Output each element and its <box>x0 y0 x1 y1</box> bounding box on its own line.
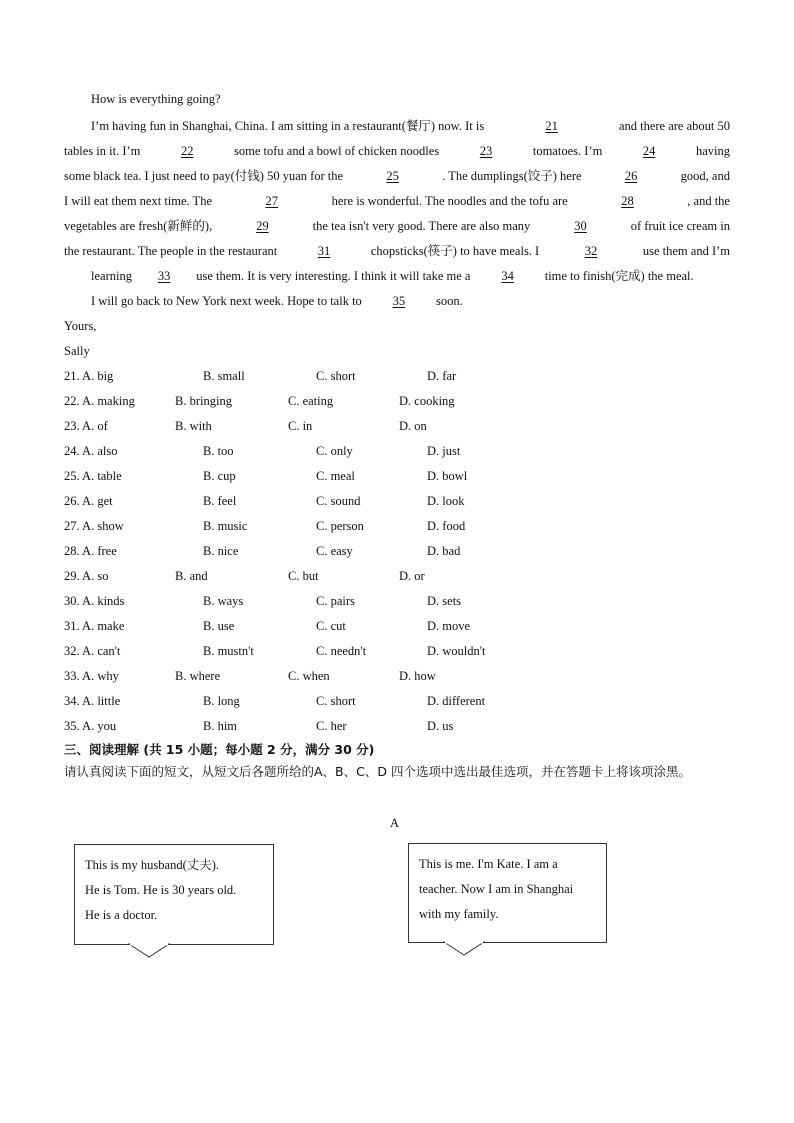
option-b: B. use <box>203 619 235 633</box>
option-d: D. sets <box>427 594 462 608</box>
question-row <box>64 568 624 584</box>
blank-30: 30 <box>574 219 587 233</box>
blank-28: 28 <box>621 194 634 208</box>
blank-21: 21 <box>545 119 558 133</box>
option-c: C. meal <box>316 469 355 483</box>
question-row <box>64 368 624 384</box>
greeting: How is everything going? <box>91 92 221 106</box>
option-a: 34. A. little <box>64 694 121 708</box>
option-c: C. needn't <box>316 644 367 658</box>
option-d: D. far <box>427 369 457 383</box>
blank-34: 34 <box>501 269 514 283</box>
option-b: B. and <box>175 569 208 583</box>
speech-bubble-right-tail <box>443 941 485 957</box>
option-d: D. move <box>427 619 471 633</box>
option-c: C. her <box>316 719 347 733</box>
blank-32: 32 <box>584 244 598 258</box>
question-row <box>64 618 624 634</box>
option-d: D. on <box>399 419 427 433</box>
blank-27: 27 <box>265 194 279 208</box>
option-b: B. long <box>203 694 240 708</box>
option-c: C. eating <box>288 394 334 408</box>
option-d: D. just <box>427 444 461 458</box>
speech-bubble-left-tail <box>128 943 170 959</box>
option-a: 35. A. you <box>64 719 117 733</box>
bubble-right-line: with my family. <box>419 907 499 921</box>
option-d: D. bad <box>427 544 461 558</box>
section-instruction: 请认真阅读下面的短文，从短文后各题所给的A、B、C、D 四个选项中选出最佳选项，并在答题卡上将该项涂黑。 <box>64 764 691 779</box>
blank-23: 23 <box>479 144 493 158</box>
passage-line-1: I’m having fun in Shanghai, China. I am sitting in a restaurant(餐厅) now. It is 21 and there are about 50 <box>91 119 730 133</box>
option-c: C. but <box>288 569 319 583</box>
option-d: D. wouldn't <box>427 644 486 658</box>
question-row <box>64 668 624 684</box>
passage-label: A <box>390 816 400 830</box>
blank-24: 24 <box>642 144 656 158</box>
option-b: B. too <box>203 444 234 458</box>
blank-29: 29 <box>256 219 269 233</box>
question-row <box>64 643 624 659</box>
passage-line-2: tables in it. I’m 22 some tofu and a bowl of chicken noodles 23 tomatoes. I’m 24 having <box>64 144 730 158</box>
option-b: B. with <box>175 419 212 433</box>
option-b: B. small <box>203 369 245 383</box>
option-a: 31. A. make <box>64 619 125 633</box>
option-a: 21. A. big <box>64 369 114 383</box>
option-a: 23. A. of <box>64 419 108 433</box>
option-b: B. feel <box>203 494 237 508</box>
option-b: B. bringing <box>175 394 232 408</box>
blank-22: 22 <box>180 144 194 158</box>
option-d: D. cooking <box>399 394 455 408</box>
bubble-right-line: This is me. I'm Kate. I am a <box>419 857 558 871</box>
option-b: B. mustn't <box>203 644 254 658</box>
option-c: C. when <box>288 669 330 683</box>
question-row <box>64 693 624 709</box>
speech-bubble-right <box>408 843 607 943</box>
blank-25: 25 <box>386 169 399 183</box>
option-d: D. bowl <box>427 469 468 483</box>
option-b: B. nice <box>203 544 239 558</box>
question-row <box>64 593 624 609</box>
question-row <box>64 418 624 434</box>
question-row <box>64 543 624 559</box>
question-row <box>64 468 624 484</box>
option-d: D. look <box>427 494 465 508</box>
letter-signature: Sally <box>64 344 90 358</box>
blank-33: 33 <box>157 269 171 283</box>
option-d: D. or <box>399 569 425 583</box>
option-c: C. cut <box>316 619 346 633</box>
option-c: C. pairs <box>316 594 355 608</box>
option-c: C. short <box>316 369 356 383</box>
option-d: D. how <box>399 669 436 683</box>
option-c: C. in <box>288 419 313 433</box>
option-d: D. us <box>427 719 454 733</box>
passage-line-8: I will go back to New York next week. Hope to talk to 35 soon. <box>91 294 463 308</box>
option-a: 24. A. also <box>64 444 118 458</box>
option-a: 26. A. get <box>64 494 113 508</box>
option-b: B. music <box>203 519 248 533</box>
blank-31: 31 <box>317 244 331 258</box>
passage-line-6: the restaurant. The people in the restaurant 31 chopsticks(筷子) to have meals. I 32 use them and I’m <box>64 244 730 258</box>
option-c: C. sound <box>316 494 361 508</box>
question-row <box>64 443 624 459</box>
option-b: B. cup <box>203 469 236 483</box>
speech-bubble-left <box>74 844 274 945</box>
option-c: C. only <box>316 444 353 458</box>
bubble-left-line: He is a doctor. <box>85 908 158 922</box>
blank-35: 35 <box>392 294 406 308</box>
passage-line-5: vegetables are fresh(新鲜的), 29 the tea isn't very good. There are also many 30 of fruit ice cream in <box>64 219 730 233</box>
option-a: 33. A. why <box>64 669 119 683</box>
bubble-left-line: This is my husband(丈夫). <box>85 858 220 872</box>
passage-line-7: learning 33 use them. It is very interesting. I think it will take me a 34 time to finish(完成) the meal. <box>91 269 694 283</box>
section-heading: 三、阅读理解 (共 15 小题；每小题 2 分，满分 30 分) <box>64 742 375 757</box>
option-c: C. person <box>316 519 364 533</box>
option-d: D. different <box>427 694 486 708</box>
question-row <box>64 493 624 509</box>
bubble-left-line: He is Tom. He is 30 years old. <box>85 883 237 897</box>
letter-closing: Yours, <box>64 319 97 333</box>
option-a: 25. A. table <box>64 469 122 483</box>
question-row <box>64 518 624 534</box>
option-c: C. easy <box>316 544 353 558</box>
option-a: 22. A. making <box>64 394 135 408</box>
passage-line-4: I will eat them next time. The 27 here is wonderful. The noodles and the tofu are 28 , and the <box>64 194 730 208</box>
option-b: B. him <box>203 719 238 733</box>
option-c: C. short <box>316 694 356 708</box>
option-b: B. ways <box>203 594 244 608</box>
option-a: 27. A. show <box>64 519 124 533</box>
option-a: 29. A. so <box>64 569 109 583</box>
option-a: 32. A. can't <box>64 644 121 658</box>
option-d: D. food <box>427 519 466 533</box>
question-row <box>64 718 624 734</box>
question-row <box>64 393 624 409</box>
passage-line-3: some black tea. I just need to pay(付钱) 50 yuan for the 25 . The dumplings(饺子) here 26 good, and <box>64 169 730 183</box>
option-b: B. where <box>175 669 221 683</box>
bubble-right-line: teacher. Now I am in Shanghai <box>419 882 574 896</box>
option-a: 28. A. free <box>64 544 117 558</box>
option-a: 30. A. kinds <box>64 594 125 608</box>
blank-26: 26 <box>624 169 638 183</box>
